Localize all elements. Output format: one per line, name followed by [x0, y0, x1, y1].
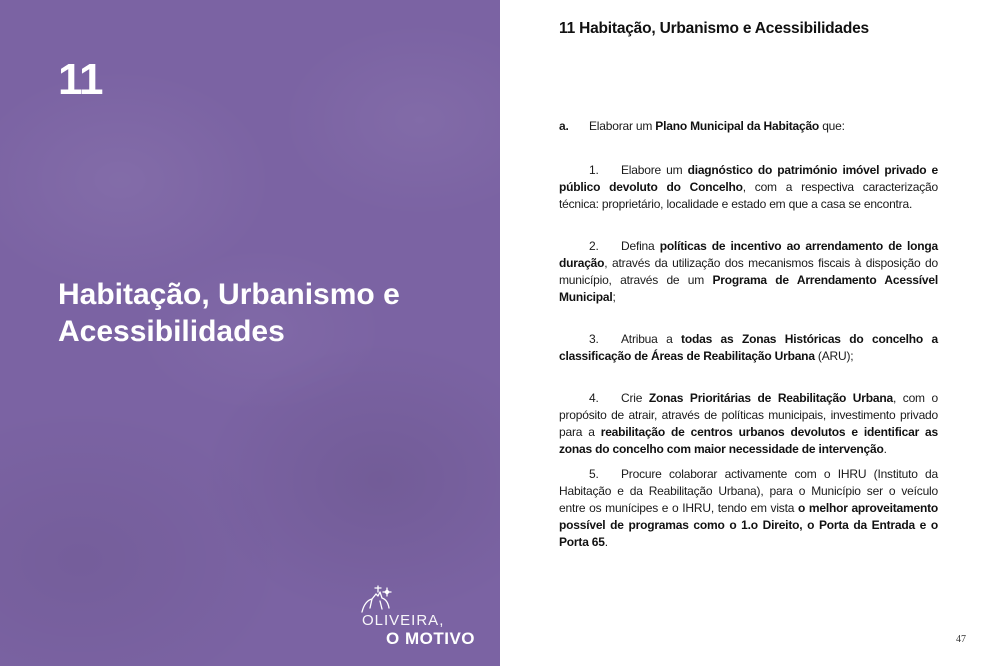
list-item-3 [559, 331, 938, 365]
chapter-number: 11 [58, 55, 103, 104]
list-item-2 [559, 238, 938, 306]
body-text-segment: Defina [621, 239, 660, 253]
list-number: 3. [589, 332, 599, 346]
list-item-1 [559, 162, 938, 213]
intro-bold: Plano Municipal da Habitação [655, 119, 820, 133]
chapter-title: Habitação, Urbanismo e Acessibilidades [58, 278, 400, 348]
emphasis-text: todas as Zonas Históricas do concelho a classificação de Áreas de Reabilitação Urbana [559, 332, 938, 363]
list-number: 2. [589, 239, 599, 253]
body-text-segment: Atribua a [621, 332, 682, 346]
list-item-4 [559, 390, 938, 458]
emphasis-text: políticas de incentivo ao arrendamento de longa duração [559, 239, 938, 270]
emphasis-text: Zonas Prioritárias de Reabilitação Urbana [648, 391, 893, 405]
intro-post: que: [819, 119, 845, 133]
emphasis-text: reabilitação de centros urbanos devolutos e identificar as zonas do concelho com maior necessidade de intervenção [559, 425, 938, 456]
body-text-segment: Elabore um [621, 163, 688, 177]
content-panel [500, 0, 993, 666]
page-number: 47 [956, 634, 966, 645]
section-heading: 11 Habitação, Urbanismo e Acessibilidades [559, 20, 869, 37]
body-text-segment: (ARU); [814, 349, 854, 363]
body-text-segment: . [883, 442, 887, 456]
party-logo [352, 582, 482, 652]
emphasis-text: diagnóstico do património imóvel privado e público devoluto do Concelho [559, 163, 939, 194]
list-item-5 [559, 466, 938, 551]
body-text-segment: , através da utilização dos mecanismos fiscais à disposição do município, através de um [559, 256, 938, 287]
intro-pre: Elaborar um [589, 119, 656, 133]
logo-name: OLIVEIRA, [362, 612, 445, 629]
body-text-segment: , com a respectiva caracterização técnica: proprietário, localidade e estado em que a casa se encontra. [559, 180, 938, 211]
body-text-segment: Crie [621, 391, 649, 405]
list-number: 4. [589, 391, 599, 405]
emphasis-text: Programa de Arrendamento Acessível Municipal [559, 273, 938, 304]
emphasis-text: o melhor aproveitamento possível de programas como o 1.o Direito, o Porta da Entrada e o Porta 65 [559, 501, 939, 549]
body-text-segment: ; [612, 290, 616, 304]
body-text-segment: . [604, 535, 608, 549]
intro-label: a. [559, 119, 569, 133]
logo-tagline: O MOTIVO [386, 629, 475, 648]
intro-paragraph [559, 118, 938, 135]
body-text-segment: Procure colaborar activamente com o IHRU (Instituto da Habitação e da Reabilitação Urbana), para o Município ser o veículo entre os munícipes e o IHRU, tendo em vista [559, 467, 938, 515]
body-text-segment: , com o propósito de atrair, através de políticas municipais, investimento privado para a [559, 391, 938, 439]
list-number: 5. [589, 467, 599, 481]
list-number: 1. [589, 163, 599, 177]
